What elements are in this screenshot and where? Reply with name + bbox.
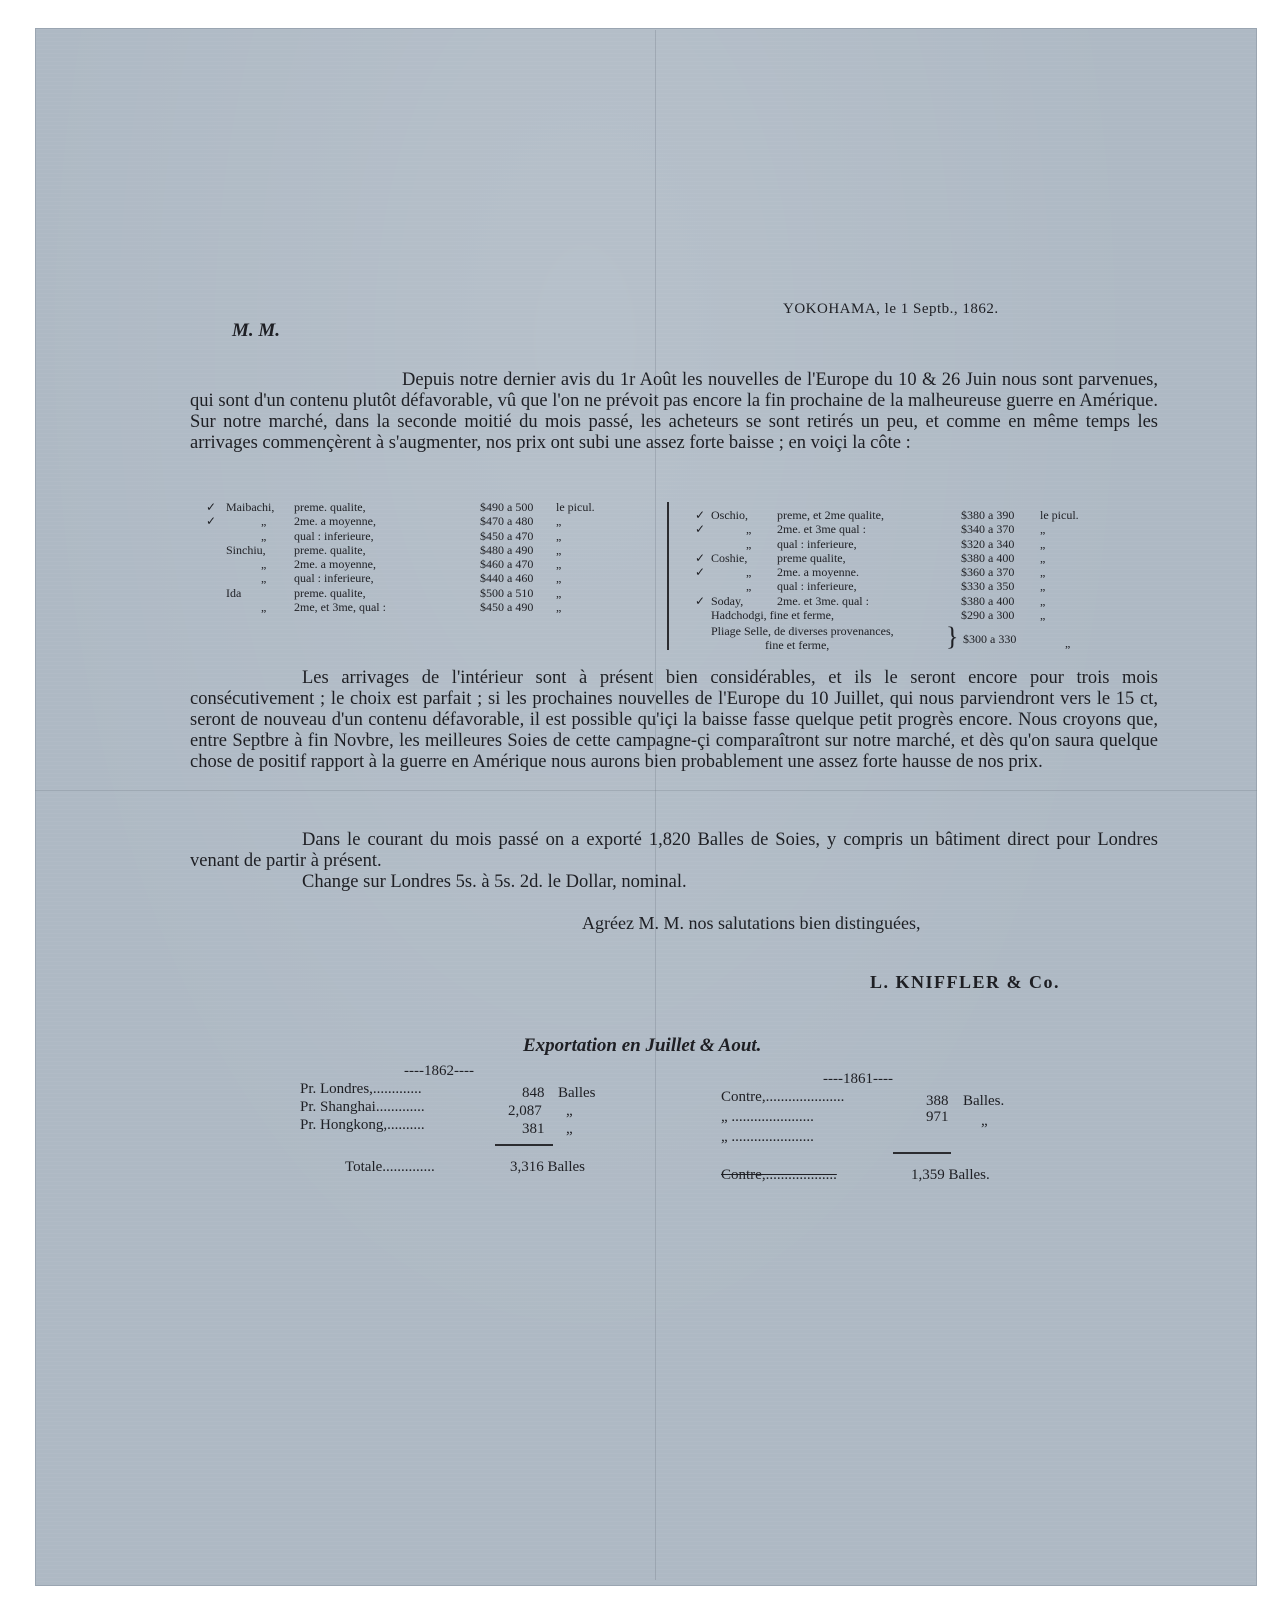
price-unit: „ bbox=[1040, 536, 1046, 551]
price-name: „ bbox=[746, 579, 752, 594]
price-unit: „ bbox=[1040, 565, 1046, 580]
price-range: $340 a 370 bbox=[961, 522, 1015, 537]
export-dest: Pr. Londres,............. bbox=[300, 1081, 422, 1097]
price-range: $460 a 470 bbox=[480, 557, 534, 572]
price-row bbox=[695, 522, 1105, 536]
price-unit: le picul. bbox=[556, 500, 595, 514]
price-row bbox=[206, 514, 626, 528]
price-name: „ bbox=[261, 528, 267, 543]
price-grade: fine et ferme, bbox=[765, 638, 830, 652]
export-dest: Contre,..................... bbox=[721, 1089, 845, 1105]
price-unit: „ bbox=[1040, 550, 1046, 565]
export-qty: 388 bbox=[926, 1093, 949, 1109]
export-dest: „ ...................... bbox=[721, 1109, 814, 1125]
price-mark: ✓ bbox=[206, 500, 217, 514]
price-unit: „ bbox=[556, 514, 562, 529]
price-grade: preme, et 2me qualite, bbox=[777, 508, 884, 522]
price-name: Oschio, bbox=[711, 508, 748, 522]
price-row bbox=[206, 600, 626, 614]
export-unit: Balles bbox=[558, 1085, 596, 1101]
price-row bbox=[206, 500, 626, 514]
dateline: YOKOHAMA, le 1 Septb., 1862. bbox=[783, 301, 999, 317]
price-unit: „ bbox=[1040, 593, 1046, 608]
price-name: Soday, bbox=[711, 593, 744, 608]
price-table-right bbox=[695, 508, 1105, 622]
price-range: $450 a 470 bbox=[480, 528, 534, 543]
price-unit: „ bbox=[556, 557, 562, 572]
price-unit: „ bbox=[556, 571, 562, 586]
price-row bbox=[695, 551, 1105, 565]
salutation: M. M. bbox=[232, 320, 281, 341]
export-qty: 381 bbox=[522, 1121, 545, 1137]
price-grade: 2me. a moyenne, bbox=[294, 514, 376, 529]
paragraph-exports: Dans le courant du mois passé on a exporté 1,820 Balles de Soies, y compris un bâtiment direct pour Londres venant de partir à présent. bbox=[190, 830, 1158, 871]
price-name: Pliage Selle, de diverses provenances, bbox=[711, 624, 894, 638]
price-grade: qual : inferieure, bbox=[777, 536, 857, 551]
price-name: Ida bbox=[226, 585, 242, 600]
price-unit: „ bbox=[1065, 636, 1071, 650]
exports-1862 bbox=[300, 1062, 620, 1192]
total-rule bbox=[495, 1144, 553, 1146]
price-name: „ bbox=[746, 522, 752, 537]
price-mark: ✓ bbox=[695, 508, 706, 522]
export-qty: 2,087 bbox=[508, 1103, 542, 1119]
price-grade: 2me. et 3me. qual : bbox=[777, 593, 869, 608]
price-name: „ bbox=[746, 536, 752, 551]
price-table-left bbox=[206, 500, 626, 614]
price-grade: 2me. a moyenne. bbox=[777, 565, 859, 580]
price-range: $380 a 400 bbox=[961, 593, 1015, 608]
price-range: $360 a 370 bbox=[961, 565, 1015, 580]
price-row bbox=[206, 529, 626, 543]
price-grade: preme. qualite, bbox=[294, 585, 366, 600]
exports-1861 bbox=[721, 1070, 1041, 1200]
price-name: „ bbox=[261, 557, 267, 572]
brace: } bbox=[946, 622, 959, 651]
price-mark: ✓ bbox=[695, 565, 706, 580]
price-range: $290 a 300 bbox=[961, 608, 1015, 623]
price-grade: 2me, et 3me, qual : bbox=[294, 600, 386, 615]
price-row bbox=[695, 579, 1105, 593]
export-qty: 971 bbox=[926, 1109, 949, 1125]
total-value: 1,359 Balles. bbox=[911, 1167, 990, 1183]
price-unit: le picul. bbox=[1040, 508, 1079, 522]
price-mark: ✓ bbox=[695, 550, 706, 565]
price-range: $500 a 510 bbox=[480, 585, 534, 600]
export-unit: „ bbox=[566, 1121, 573, 1137]
price-table-divider bbox=[667, 502, 669, 650]
price-range: $450 a 490 bbox=[480, 600, 534, 615]
price-range: $480 a 490 bbox=[480, 542, 534, 557]
export-unit: Balles. bbox=[963, 1093, 1005, 1109]
letter-sheet bbox=[35, 28, 1257, 1586]
price-row bbox=[695, 508, 1105, 522]
signature: L. KNIFFLER & Co. bbox=[870, 972, 1061, 992]
price-grade: qual : inferieure, bbox=[294, 528, 374, 543]
price-row bbox=[695, 594, 1105, 608]
price-range: $470 a 480 bbox=[480, 514, 534, 529]
export-dest: Pr. Shanghai............. bbox=[300, 1099, 425, 1115]
price-mark: ✓ bbox=[695, 522, 706, 537]
price-range: $380 a 400 bbox=[961, 550, 1015, 565]
total-rule bbox=[893, 1152, 951, 1154]
price-unit: „ bbox=[556, 542, 562, 557]
fold-crease-vertical bbox=[655, 30, 656, 1580]
price-unit: „ bbox=[556, 585, 562, 600]
export-qty: 848 bbox=[522, 1085, 545, 1101]
price-range: $380 a 390 bbox=[961, 508, 1015, 522]
price-name: „ bbox=[746, 565, 752, 580]
price-unit: „ bbox=[1040, 608, 1046, 623]
price-range: $330 a 350 bbox=[961, 579, 1015, 594]
total-value: 3,316 Balles bbox=[510, 1159, 585, 1175]
paragraph-arrivals: Les arrivages de l'intérieur sont à présent bien considérables, et ils le seront encore pour trois mois consécutivement ; le choix est parfait ; si les prochaines nouvelles de l'Europe du 10 Juillet, qui nous parviendront vers le 15 ct, seront de nouveau d'un contenu défavorable, il est possible qu'içi la baisse fasse quelque petit progrès encore. Nous croyons que, entre Septbre à fin Novbre, les meilleures Soies de cette campagne-çi comparaîtront sur notre marché, et dès qu'on saura quelque chose de positif rapport à la guerre en Amérique nous aurons bien probablement une assez forte hausse de nos prix. bbox=[190, 668, 1158, 772]
price-mark: ✓ bbox=[695, 593, 706, 608]
price-unit: „ bbox=[1040, 522, 1046, 537]
year-label: ----1861---- bbox=[823, 1071, 893, 1087]
price-name: Sinchiu, bbox=[226, 542, 266, 557]
price-unit: „ bbox=[1040, 579, 1046, 594]
export-dest: „ ...................... bbox=[721, 1129, 814, 1145]
price-name: „ bbox=[261, 571, 267, 586]
price-row bbox=[695, 565, 1105, 579]
price-row bbox=[695, 608, 1105, 622]
price-mark: ✓ bbox=[206, 514, 217, 529]
paragraph-exchange: Change sur Londres 5s. à 5s. 2d. le Dollar, nominal. bbox=[302, 872, 687, 892]
price-grade: 2me. et 3me qual : bbox=[777, 522, 866, 537]
closing-line: Agréez M. M. nos salutations bien distinguées, bbox=[582, 913, 921, 933]
price-range: $300 a 330 bbox=[963, 632, 1017, 646]
price-grade: qual : inferieure, bbox=[777, 579, 857, 594]
price-range: $440 a 460 bbox=[480, 571, 534, 586]
fold-crease-horizontal bbox=[35, 790, 1257, 791]
price-name: „ bbox=[261, 600, 267, 615]
price-grade: preme. qualite, bbox=[294, 542, 366, 557]
price-name: Hadchodgi, fine et ferme, bbox=[711, 608, 834, 623]
price-grade: preme qualite, bbox=[777, 550, 846, 565]
export-unit: „ bbox=[566, 1103, 573, 1119]
price-grade: 2me. a moyenne, bbox=[294, 557, 376, 572]
price-range: $490 a 500 bbox=[480, 500, 534, 514]
price-row bbox=[206, 586, 626, 600]
price-grade: preme. qualite, bbox=[294, 500, 366, 514]
price-row bbox=[206, 571, 626, 585]
price-range: $320 a 340 bbox=[961, 536, 1015, 551]
price-row bbox=[206, 543, 626, 557]
price-name: Coshie, bbox=[711, 550, 748, 565]
exports-title: Exportation en Juillet & Aout. bbox=[523, 1035, 762, 1056]
year-label: ----1862---- bbox=[404, 1063, 474, 1079]
paragraph-market-news: Depuis notre dernier avis du 1r Août les nouvelles de l'Europe du 10 & 26 Juin nous sont parvenues, qui sont d'un contenu plutôt défavorable, vû que l'on ne prévoit pas encore la fin prochaine de la malheureuse guerre en Amérique. Sur notre marché, dans la seconde moitié du mois passé, les acheteurs se sont retirés un peu, et comme en même temps les arrivages commençèrent à s'augmenter, nos prix ont subi une assez forte baisse ; en voiçi la côte : bbox=[190, 370, 1158, 453]
export-dest: Pr. Hongkong,.......... bbox=[300, 1117, 425, 1133]
price-unit: „ bbox=[556, 528, 562, 543]
price-grade: qual : inferieure, bbox=[294, 571, 374, 586]
price-row bbox=[695, 537, 1105, 551]
price-row bbox=[206, 557, 626, 571]
total-label: Totale.............. bbox=[345, 1159, 435, 1175]
price-unit: „ bbox=[556, 600, 562, 615]
total-label: Contre,................... bbox=[721, 1167, 837, 1183]
export-unit: „ bbox=[981, 1113, 988, 1129]
price-name: „ bbox=[261, 514, 267, 529]
price-name: Maibachi, bbox=[226, 500, 275, 514]
